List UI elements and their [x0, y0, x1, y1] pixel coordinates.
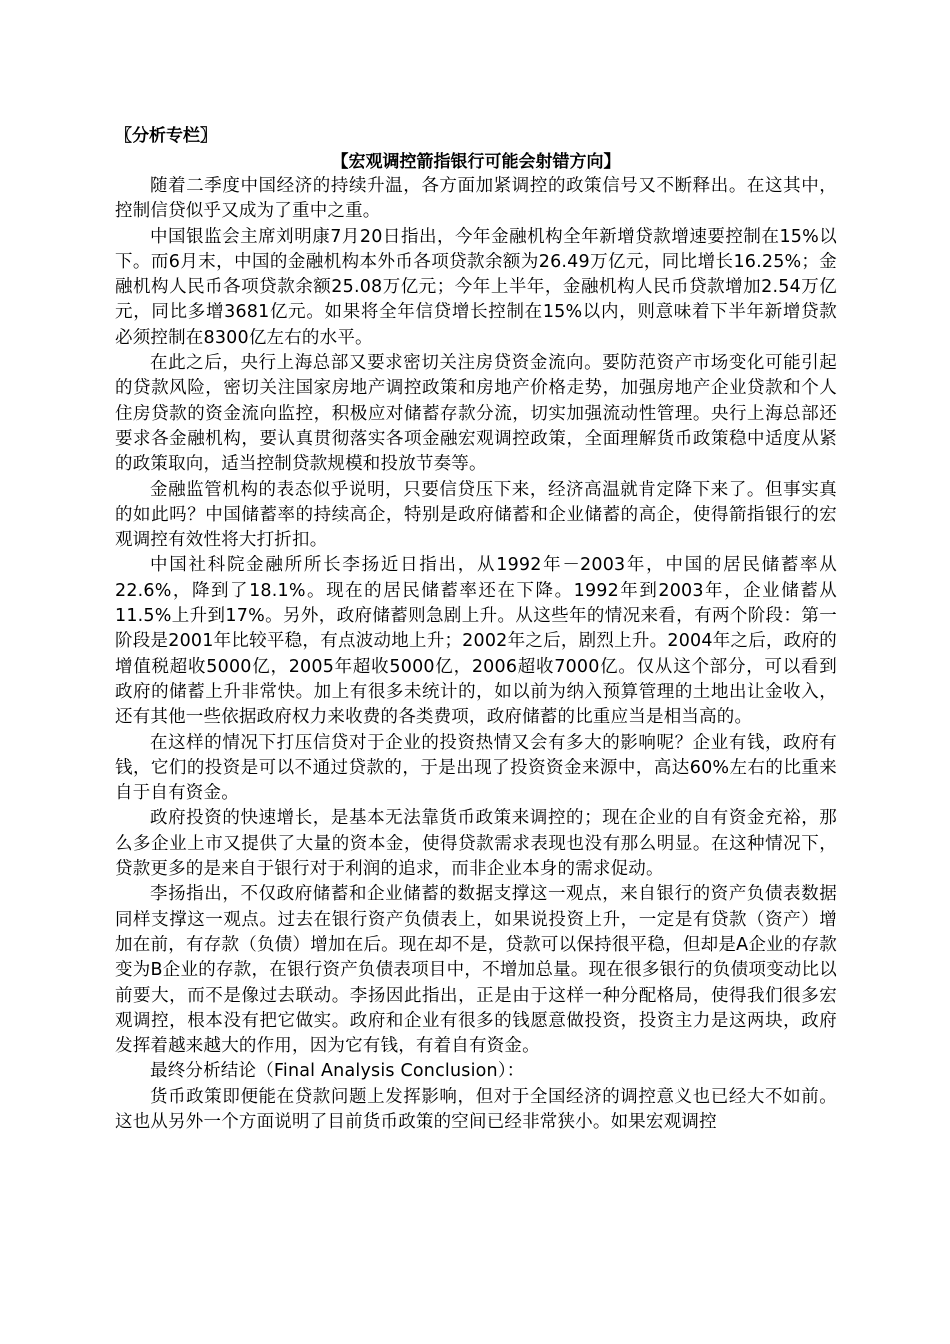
- paragraph: 随着二季度中国经济的持续升温，各方面加紧调控的政策信号又不断释出。在这其中，控制信贷似乎又成为了重中之重。: [115, 176, 837, 222]
- paragraph: 在这样的情况下打压信贷对于企业的投资热情又会有多大的影响呢？企业有钱，政府有钱，它们的投资是可以不通过贷款的，于是出现了投资资金来源中，高达60%左右的比重来自于自有资金。: [115, 732, 837, 804]
- column-tag: 〖分析专栏〗: [115, 126, 217, 146]
- paragraph: 政府投资的快速增长，是基本无法靠货币政策来调控的；现在企业的自有资金充裕，那么多企业上市又提供了大量的资本金，使得贷款需求表现也没有那么明显。在这种情况下，贷款更多的是来自于银行对于利润的追求，而非企业本身的需求促动。: [115, 808, 837, 880]
- paragraph: 中国银监会主席刘明康7月20日指出，今年金融机构全年新增贷款增速要控制在15%以下。而6月末，中国的金融机构本外币各项贷款余额为26.49万亿元，同比增长16.25%；金融机构人民币各项贷款余额25.08万亿元；今年上半年，金融机构人民币贷款增加2.54万亿元，同比多增3681亿元。如果将全年信贷增长控制在15%以内，则意味着下半年新增贷款必须控制在8300亿左右的水平。: [115, 226, 837, 348]
- paragraph: 金融监管机构的表态似乎说明，只要信贷压下来，经济高温就肯定降下来了。但事实真的如此吗？中国储蓄率的持续高企，特别是政府储蓄和企业储蓄的高企，使得箭指银行的宏观调控有效性将大打折扣。: [115, 479, 837, 551]
- document-page: [115, 124, 837, 1135]
- paragraph: 在此之后，央行上海总部又要求密切关注房贷资金流向。要防范资产市场变化可能引起的贷款风险，密切关注国家房地产调控政策和房地产价格走势，加强房地产企业贷款和个人住房贷款的资金流向监控，积极应对储蓄存款分流，切实加强流动性管理。央行上海总部还要求各金融机构，要认真贯彻落实各项金融宏观调控政策，全面理解货币政策稳中适度从紧的政策取向，适当控制贷款规模和投放节奏等。: [115, 353, 837, 475]
- paragraph: 货币政策即便能在贷款问题上发挥影响，但对于全国经济的调控意义也已经大不如前。这也从另外一个方面说明了目前货币政策的空间已经非常狭小。如果宏观调控: [115, 1086, 837, 1132]
- paragraph: 李扬指出，不仅政府储蓄和企业储蓄的数据支撑这一观点，来自银行的资产负债表数据同样支撑这一观点。过去在银行资产负债表上，如果说投资上升，一定是有贷款（资产）增加在前，有存款（负债）增加在后。现在却不是，贷款可以保持很平稳，但却是A企业的存款变为B企业的存款，在银行资产负债表项目中，不增加总量。现在很多银行的负债项变动比以前要大，而不是像过去联动。李扬因此指出，正是由于这样一种分配格局，使得我们很多宏观调控，根本没有把它做实。政府和企业有很多的钱愿意做投资，投资主力是这两块，政府发挥着越来越大的作用，因为它有钱，有着自有资金。: [115, 884, 837, 1057]
- paragraph: 中国社科院金融所所长李扬近日指出，从1992年－2003年，中国的居民储蓄率从22.6%，降到了18.1%。现在的居民储蓄率还在下降。1992年到2003年，企业储蓄从11.5%上升到17%。另外，政府储蓄则急剧上升。从这些年的情况来看，有两个阶段：第一阶段是2001年比较平稳，有点波动地上升；2002年之后，剧烈上升。2004年之后，政府的增值税超收5000亿，2005年超收5000亿，2006超收7000亿。仅从这个部分，可以看到政府的储蓄上升非常快。加上有很多未统计的，如以前为纳入预算管理的土地出让金收入，还有其他一些依据政府权力来收费的各类费项，政府储蓄的比重应当是相当高的。: [115, 555, 837, 728]
- conclusion-heading: 最终分析结论（Final Analysis Conclusion）：: [150, 1061, 525, 1082]
- article-title: 【宏观调控箭指银行可能会射错方向】: [331, 152, 621, 172]
